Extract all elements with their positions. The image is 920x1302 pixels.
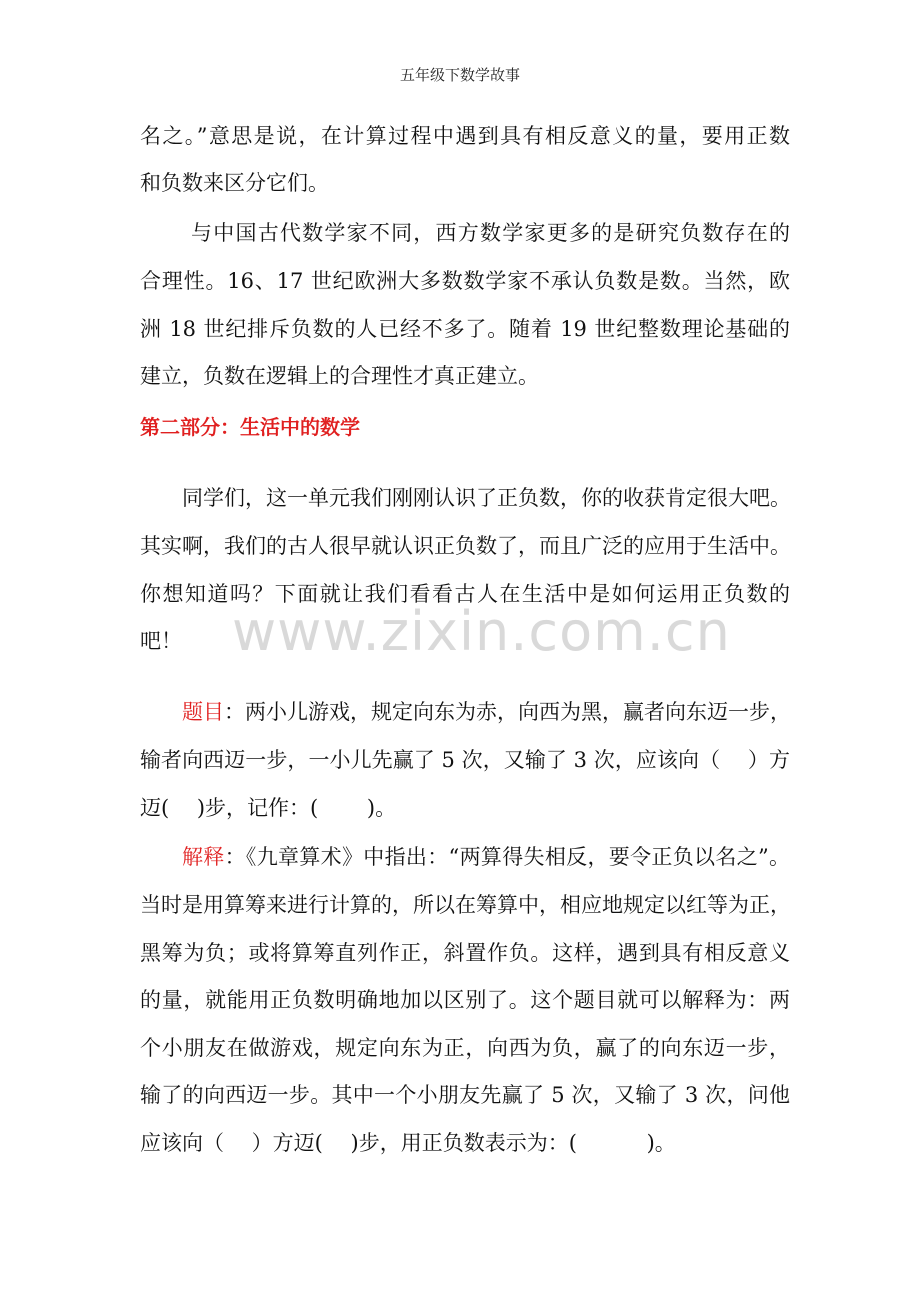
- paragraph-line: 建立，负数在逻辑上的合理性才真正建立。: [140, 364, 539, 388]
- paragraph-line: 你想知道吗？下面就让我们看看古人在生活中是如何运用正负数的: [140, 582, 790, 606]
- question-text: ：两小儿游戏，规定向东为赤，向西为黑，赢者向东迈一步，: [224, 700, 791, 724]
- paragraph-line: 其实啊，我们的古人很早就认识正负数了，而且广泛的应用于生活中。: [140, 534, 791, 558]
- watermark: www.zixin.com.cn: [232, 600, 731, 663]
- explanation-label: 解释: [182, 845, 225, 869]
- paragraph-line: 合理性。16、17 世纪欧洲大多数数学家不承认负数是数。当然，欧: [140, 269, 790, 293]
- explanation-line: [182, 843, 790, 871]
- question-line: 迈( )步，记作：( )。: [140, 796, 397, 820]
- paragraph-line: 和负数来区分它们。: [140, 171, 329, 195]
- paragraph-line: 洲 18 世纪排斥负数的人已经不多了。随着 19 世纪整数理论基础的: [140, 317, 790, 341]
- explanation-line: 个小朋友在做游戏，规定向东为正，向西为负，赢了的向东迈一步，: [140, 1036, 790, 1060]
- section-heading: 第二部分：生活中的数学: [140, 415, 360, 439]
- explanation-line: 黑筹为负；或将算筹直列作正，斜置作负。这样，遇到具有相反意义: [140, 941, 790, 965]
- explanation-line: 输了的向西迈一步。其中一个小朋友先赢了 5 次，又输了 3 次，问他: [140, 1083, 790, 1107]
- explanation-line: 应该向（ ）方迈( )步，用正负数表示为：( )。: [140, 1131, 676, 1155]
- question-line: 输者向西迈一步，一小儿先赢了 5 次，又输了 3 次，应该向（ ）方: [140, 748, 790, 772]
- paragraph-line: 与中国古代数学家不同，西方数学家更多的是研究负数存在的: [191, 221, 790, 245]
- question-line: [182, 698, 790, 726]
- question-label: 题目: [182, 700, 224, 724]
- explanation-line: 当时是用算筹来进行计算的，所以在筹算中，相应地规定以红等为正，: [140, 893, 791, 917]
- paragraph-line: 同学们，这一单元我们刚刚认识了正负数，你的收获肯定很大吧。: [182, 486, 791, 510]
- page-header: 五年级下数学故事: [399, 66, 520, 84]
- explanation-line: 的量，就能用正负数明确地加以区别了。这个题目就可以解释为：两: [140, 988, 790, 1012]
- explanation-text: ：《九章算术》中指出：“两算得失相反，要令正负以名之”。: [224, 845, 790, 869]
- paragraph-line: 吧！: [140, 629, 182, 653]
- paragraph-line: 名之。”意思是说，在计算过程中遇到具有相反意义的量，要用正数: [140, 124, 790, 148]
